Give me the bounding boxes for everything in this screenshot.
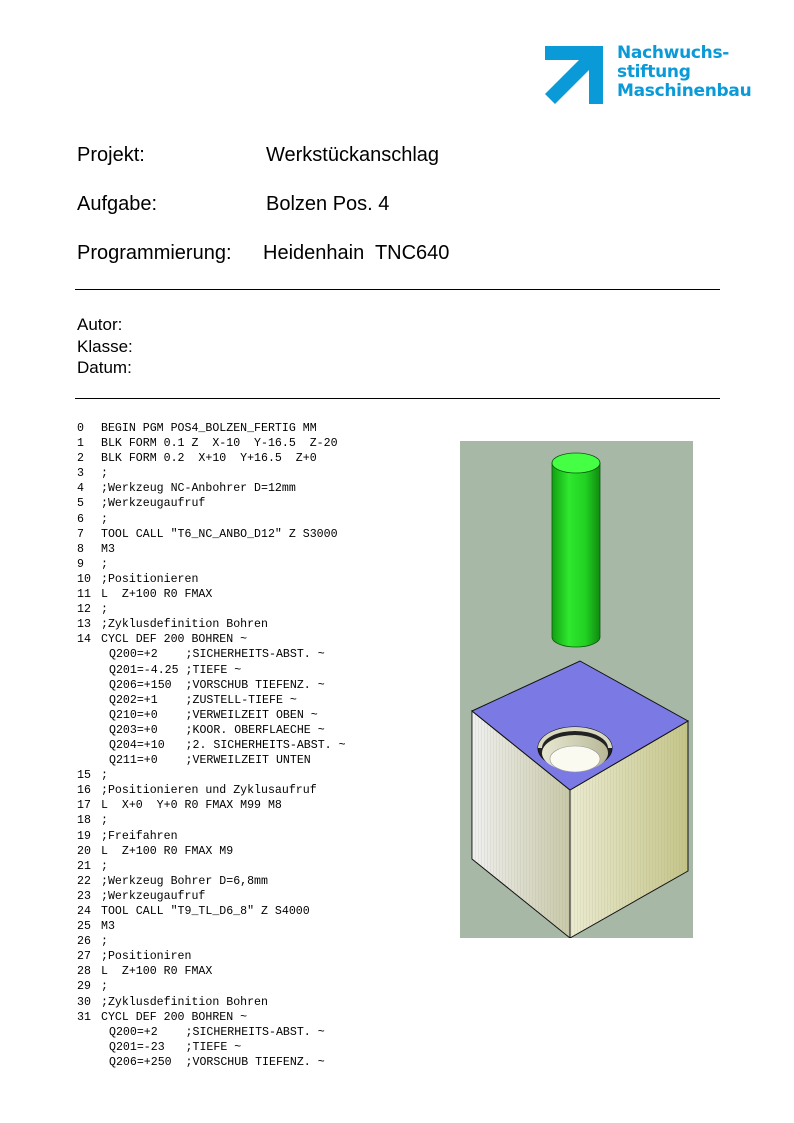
line-text: TOOL CALL "T9_TL_D6_8" Z S4000 — [101, 905, 310, 918]
line-text: ;Positionieren und Zyklusaufruf — [101, 784, 317, 798]
code-line — [77, 844, 346, 859]
line-number: 16 — [77, 784, 91, 798]
arrow-logo-icon — [543, 44, 605, 106]
code-line — [77, 1040, 346, 1055]
line-number: 8 — [77, 542, 84, 556]
code-line — [77, 979, 346, 994]
line-text: CYCL DEF 200 BOHREN ~ — [101, 633, 248, 647]
line-text: ;Freifahren — [101, 829, 178, 843]
code-line — [77, 542, 346, 557]
code-line — [77, 934, 346, 949]
line-number: 9 — [77, 557, 84, 571]
line-number: 19 — [77, 829, 91, 843]
line-number: 22 — [77, 874, 91, 888]
line-text: ; — [101, 980, 108, 994]
line-text: L X+0 Y+0 R0 FMAX M99 M8 — [101, 799, 282, 813]
code-line — [77, 964, 346, 979]
code-line — [77, 496, 346, 511]
line-number: 6 — [77, 512, 84, 526]
line-number: 31 — [77, 1010, 91, 1024]
line-number — [77, 1040, 101, 1055]
line-number: 10 — [77, 572, 91, 586]
line-number: 18 — [77, 814, 91, 828]
code-line — [77, 451, 346, 466]
line-text: ;Positioniren — [101, 950, 192, 964]
line-text: ;Positionieren — [101, 572, 199, 586]
code-line — [77, 753, 346, 768]
line-text: Q201=-4.25 ;TIEFE ~ — [109, 663, 242, 677]
line-number: 28 — [77, 965, 91, 979]
line-text: BLK FORM 0.1 Z X-10 Y-16.5 Z-20 — [101, 437, 338, 451]
line-text: Q206=+150 ;VORSCHUB TIEFENZ. ~ — [109, 678, 325, 692]
line-text: Q200=+2 ;SICHERHEITS-ABST. ~ — [109, 1025, 325, 1039]
line-text: L Z+100 R0 FMAX — [101, 965, 213, 979]
logo-line-3: Maschinenbau — [617, 81, 752, 101]
code-line — [77, 904, 346, 919]
klasse-label: Klasse: — [77, 336, 133, 356]
line-text: L Z+100 R0 FMAX M9 — [101, 844, 234, 858]
line-text: ; — [101, 512, 108, 526]
logo-line-2: stiftung — [617, 62, 691, 82]
programmierung-value: Heidenhain TNC640 — [263, 242, 450, 264]
line-text: L Z+100 R0 FMAX — [101, 588, 213, 602]
line-number: 4 — [77, 482, 84, 496]
line-text: M3 — [101, 920, 115, 934]
code-line — [77, 587, 346, 602]
bolt-and-block-render — [460, 441, 693, 938]
line-number: 30 — [77, 995, 91, 1009]
line-number: 24 — [77, 905, 91, 918]
line-number: 21 — [77, 859, 91, 873]
programmierung-label: Programmierung: — [77, 242, 232, 264]
line-number — [77, 647, 101, 662]
code-line — [77, 632, 346, 647]
code-line — [77, 647, 346, 662]
line-text: Q200=+2 ;SICHERHEITS-ABST. ~ — [109, 648, 325, 662]
autor-label: Autor: — [77, 315, 123, 334]
line-number: 13 — [77, 618, 91, 632]
line-text: Q201=-23 ;TIEFE ~ — [109, 1040, 242, 1054]
code-line — [77, 829, 346, 844]
line-number — [77, 693, 101, 708]
line-text: ;Zyklusdefinition Bohren — [101, 618, 268, 632]
line-text: TOOL CALL "T6_NC_ANBO_D12" Z S3000 — [101, 527, 338, 541]
code-line — [77, 768, 346, 783]
line-text: Q211=+0 ;VERWEILZEIT UNTEN — [109, 754, 311, 768]
line-text: BLK FORM 0.2 X+10 Y+16.5 Z+0 — [101, 452, 317, 466]
code-line — [77, 617, 346, 632]
line-text: ;Werkzeugaufruf — [101, 889, 206, 903]
line-number: 11 — [77, 588, 91, 602]
line-number: 27 — [77, 950, 91, 964]
line-number — [77, 1055, 101, 1070]
line-text: Q202=+1 ;ZUSTELL-TIEFE ~ — [109, 693, 297, 707]
line-number — [77, 678, 101, 693]
line-number — [77, 1025, 101, 1040]
line-text: Q206=+250 ;VORSCHUB TIEFENZ. ~ — [109, 1055, 325, 1069]
line-text: ; — [101, 467, 108, 481]
code-line — [77, 466, 346, 481]
line-number: 5 — [77, 497, 84, 511]
line-number: 23 — [77, 889, 91, 903]
code-line — [77, 723, 346, 738]
code-line — [77, 481, 346, 496]
line-number: 15 — [77, 769, 91, 783]
aufgabe-value: Bolzen Pos. 4 — [266, 193, 390, 215]
code-line — [77, 1010, 346, 1025]
aufgabe-label: Aufgabe: — [77, 193, 158, 215]
code-line — [77, 919, 346, 934]
line-text: BEGIN PGM POS4_BOLZEN_FERTIG MM — [101, 422, 317, 435]
line-number — [77, 738, 101, 753]
code-line — [77, 708, 346, 723]
code-line — [77, 859, 346, 874]
nachwuchsstiftung-logo — [543, 43, 752, 108]
line-number: 1 — [77, 437, 84, 451]
code-line — [77, 512, 346, 527]
code-line — [77, 678, 346, 693]
line-number — [77, 708, 101, 723]
nc-program-listing — [77, 421, 346, 1070]
code-line — [77, 602, 346, 617]
code-line — [77, 995, 346, 1010]
line-text: ;Werkzeug Bohrer D=6,8mm — [101, 874, 268, 888]
line-text: Q203=+0 ;KOOR. OBERFLAECHE ~ — [109, 723, 325, 737]
line-text: ; — [101, 769, 108, 783]
line-text: Q210=+0 ;VERWEILZEIT OBEN ~ — [109, 708, 318, 722]
line-text: ;Werkzeugaufruf — [101, 497, 206, 511]
code-line — [77, 527, 346, 542]
line-number: 3 — [77, 467, 84, 481]
line-number: 0 — [77, 422, 84, 435]
code-line — [77, 557, 346, 572]
code-line — [77, 572, 346, 587]
code-line — [77, 738, 346, 753]
code-line — [77, 1025, 346, 1040]
code-line — [77, 783, 346, 798]
code-line — [77, 798, 346, 813]
meta-block — [77, 314, 133, 379]
projekt-label: Projekt: — [77, 144, 145, 166]
datum-label: Datum: — [77, 358, 132, 377]
line-number — [77, 753, 101, 768]
line-text: M3 — [101, 542, 115, 556]
line-number: 26 — [77, 935, 91, 949]
line-number — [77, 663, 101, 678]
line-number: 17 — [77, 799, 91, 813]
line-text: CYCL DEF 200 BOHREN ~ — [101, 1010, 248, 1024]
divider-top — [75, 289, 720, 290]
divider-bottom — [75, 398, 720, 399]
line-text: ; — [101, 603, 108, 617]
code-line — [77, 1055, 346, 1070]
code-line — [77, 889, 346, 904]
logo-text — [617, 44, 751, 101]
line-text: ;Zyklusdefinition Bohren — [101, 995, 268, 1009]
line-text: ; — [101, 814, 108, 828]
line-number: 29 — [77, 980, 91, 994]
line-number: 14 — [77, 633, 91, 647]
projekt-value: Werkstückanschlag — [266, 144, 440, 166]
code-line — [77, 693, 346, 708]
line-text: Q204=+10 ;2. SICHERHEITS-ABST. ~ — [109, 738, 346, 752]
line-number: 12 — [77, 603, 91, 617]
line-number: 2 — [77, 452, 84, 466]
line-text: ;Werkzeug NC-Anbohrer D=12mm — [101, 482, 296, 496]
code-line — [77, 949, 346, 964]
line-number — [77, 723, 101, 738]
line-text: ; — [101, 935, 108, 949]
cad-render-image — [460, 441, 693, 938]
logo-line-1: Nachwuchs- — [617, 43, 730, 63]
line-number: 7 — [77, 527, 84, 541]
code-line — [77, 663, 346, 678]
code-line — [77, 813, 346, 828]
line-number: 20 — [77, 844, 91, 858]
code-line — [77, 436, 346, 451]
code-line — [77, 421, 346, 436]
line-number: 25 — [77, 920, 91, 934]
line-text: ; — [101, 859, 108, 873]
code-line — [77, 874, 346, 889]
line-text: ; — [101, 557, 108, 571]
